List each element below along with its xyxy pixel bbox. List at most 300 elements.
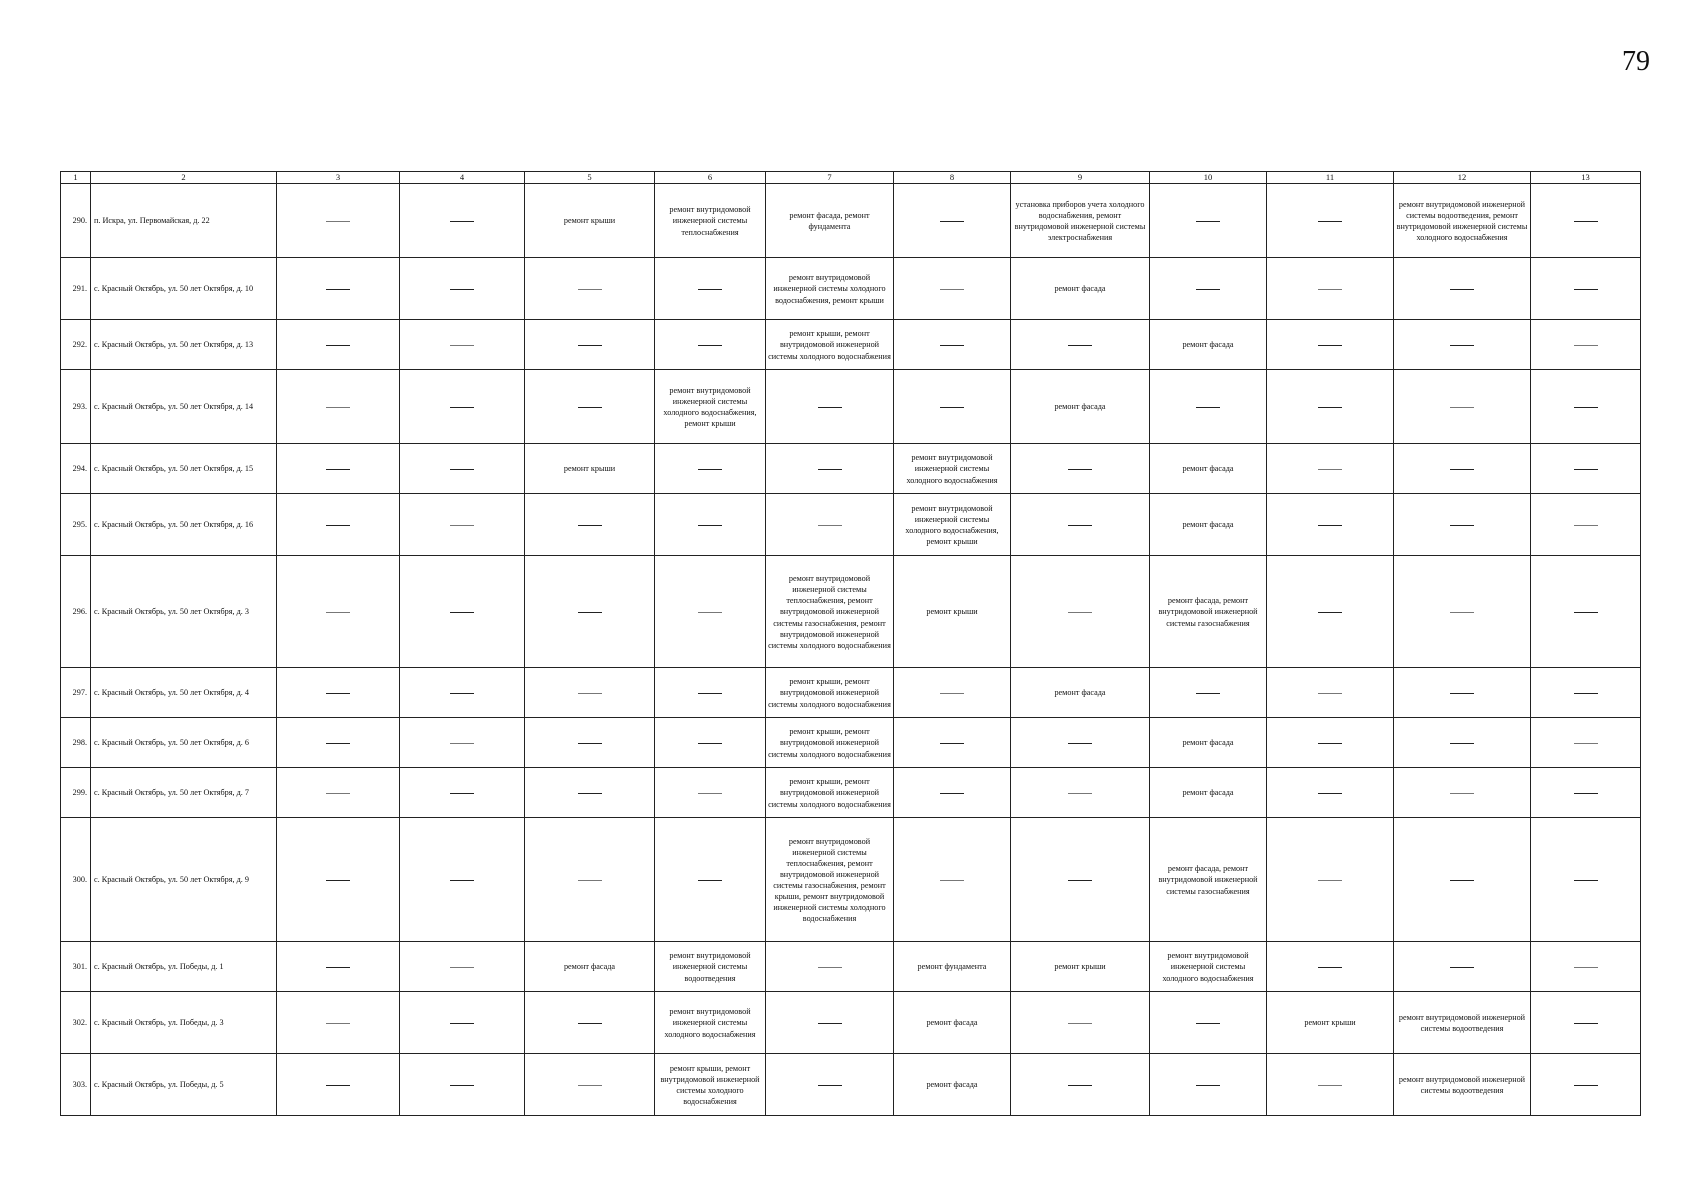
dash-mark [1068,612,1092,613]
column-number-header: 5 [525,172,655,184]
dash-mark [450,967,474,968]
work-type-cell: ремонт фундамента [894,942,1011,992]
dash-mark [1196,407,1220,408]
empty-cell [277,668,400,718]
empty-cell [1531,942,1641,992]
dash-mark [1450,289,1474,290]
empty-cell [1267,184,1394,258]
empty-cell [655,258,766,320]
dash-mark [1318,525,1342,526]
address-cell: с. Красный Октябрь, ул. 50 лет Октября, д. 15 [91,444,277,494]
empty-cell [1011,1054,1150,1116]
empty-cell [277,992,400,1054]
dash-mark [578,1023,602,1024]
empty-cell [525,668,655,718]
column-number-header: 13 [1531,172,1641,184]
dash-mark [326,345,350,346]
dash-mark [450,525,474,526]
dash-mark [940,345,964,346]
dash-mark [326,1085,350,1086]
dash-mark [1318,793,1342,794]
empty-cell [400,942,525,992]
row-number: 298. [61,718,91,768]
work-type-cell: установка приборов учета холодного водоснабжения, ремонт внутридомовой инженерной системы электроснабжения [1011,184,1150,258]
dash-mark [1574,289,1598,290]
dash-mark [1450,743,1474,744]
dash-mark [1574,221,1598,222]
dash-mark [578,793,602,794]
dash-mark [326,612,350,613]
dash-mark [1450,469,1474,470]
empty-cell [277,718,400,768]
dash-mark [698,289,722,290]
empty-cell [894,718,1011,768]
dash-mark [940,693,964,694]
empty-cell [655,320,766,370]
dash-mark [698,612,722,613]
dash-mark [326,289,350,290]
empty-cell [525,718,655,768]
empty-cell [655,668,766,718]
table-row [61,556,1641,668]
empty-cell [1267,370,1394,444]
empty-cell [1011,992,1150,1054]
dash-mark [1450,793,1474,794]
dash-mark [1318,693,1342,694]
empty-cell [1531,818,1641,942]
dash-mark [326,407,350,408]
dash-mark [818,1085,842,1086]
empty-cell [1394,494,1531,556]
address-cell: с. Красный Октябрь, ул. 50 лет Октября, д. 9 [91,818,277,942]
dash-mark [940,743,964,744]
row-number: 293. [61,370,91,444]
column-number-header: 10 [1150,172,1267,184]
empty-cell [1531,992,1641,1054]
column-number-header: 6 [655,172,766,184]
work-type-cell: ремонт крыши [525,184,655,258]
empty-cell [1394,320,1531,370]
empty-cell [766,1054,894,1116]
work-type-cell: ремонт крыши, ремонт внутридомовой инженерной системы холодного водоснабжения [766,768,894,818]
dash-mark [1574,407,1598,408]
empty-cell [1150,668,1267,718]
dash-mark [450,793,474,794]
empty-cell [1150,1054,1267,1116]
dash-mark [1068,1085,1092,1086]
work-type-cell: ремонт фасада [1150,718,1267,768]
dash-mark [1450,880,1474,881]
empty-cell [1267,768,1394,818]
empty-cell [1394,556,1531,668]
empty-cell [1011,320,1150,370]
dash-mark [326,793,350,794]
dash-mark [1196,1085,1220,1086]
dash-mark [578,693,602,694]
dash-mark [450,1023,474,1024]
empty-cell [655,718,766,768]
dash-mark [450,693,474,694]
table-row [61,258,1641,320]
empty-cell [525,320,655,370]
address-cell: с. Красный Октябрь, ул. 50 лет Октября, д. 13 [91,320,277,370]
dash-mark [1196,289,1220,290]
empty-cell [1011,718,1150,768]
empty-cell [1150,184,1267,258]
dash-mark [1318,407,1342,408]
empty-cell [655,494,766,556]
empty-cell [1011,768,1150,818]
empty-cell [894,668,1011,718]
dash-mark [1068,469,1092,470]
work-type-cell: ремонт крыши [1267,992,1394,1054]
work-type-cell: ремонт крыши, ремонт внутридомовой инженерной системы холодного водоснабжения [766,668,894,718]
work-type-cell: ремонт внутридомовой инженерной системы теплоснабжения [655,184,766,258]
dash-mark [1574,525,1598,526]
dash-mark [1318,612,1342,613]
work-type-cell: ремонт фасада, ремонт фундамента [766,184,894,258]
dash-mark [450,743,474,744]
dash-mark [450,880,474,881]
table-row [61,668,1641,718]
empty-cell [766,370,894,444]
table-row [61,768,1641,818]
column-number-header: 12 [1394,172,1531,184]
work-type-cell: ремонт фасада [1011,668,1150,718]
empty-cell [277,942,400,992]
dash-mark [698,880,722,881]
row-number: 291. [61,258,91,320]
column-number-header: 3 [277,172,400,184]
empty-cell [1011,444,1150,494]
empty-cell [277,444,400,494]
empty-cell [400,444,525,494]
address-cell: с. Красный Октябрь, ул. Победы, д. 5 [91,1054,277,1116]
dash-mark [1574,612,1598,613]
repair-schedule-table [60,171,1641,1116]
empty-cell [525,992,655,1054]
empty-cell [894,768,1011,818]
dash-mark [578,345,602,346]
empty-cell [766,992,894,1054]
empty-cell [1011,556,1150,668]
empty-cell [655,556,766,668]
empty-cell [400,494,525,556]
table-row [61,718,1641,768]
empty-cell [1531,320,1641,370]
empty-cell [525,370,655,444]
empty-cell [1267,320,1394,370]
dash-mark [940,880,964,881]
empty-cell [525,556,655,668]
address-cell: с. Красный Октябрь, ул. 50 лет Октября, д. 16 [91,494,277,556]
dash-mark [1068,1023,1092,1024]
work-type-cell: ремонт фасада [894,1054,1011,1116]
empty-cell [1011,494,1150,556]
empty-cell [277,556,400,668]
empty-cell [525,494,655,556]
work-type-cell: ремонт крыши [525,444,655,494]
dash-mark [698,743,722,744]
empty-cell [1394,668,1531,718]
dash-mark [1318,469,1342,470]
empty-cell [766,942,894,992]
column-number-header-row [61,172,1641,184]
empty-cell [1150,992,1267,1054]
row-number: 299. [61,768,91,818]
work-type-cell: ремонт внутридомовой инженерной системы водоотведения, ремонт внутридомовой инженерной системы холодного водоснабжения [1394,184,1531,258]
empty-cell [400,768,525,818]
empty-cell [1531,444,1641,494]
empty-cell [277,818,400,942]
dash-mark [818,407,842,408]
empty-cell [1267,556,1394,668]
dash-mark [1068,880,1092,881]
empty-cell [400,320,525,370]
empty-cell [1394,818,1531,942]
empty-cell [766,444,894,494]
dash-mark [698,345,722,346]
work-type-cell: ремонт внутридомовой инженерной системы холодного водоснабжения [655,992,766,1054]
dash-mark [1318,221,1342,222]
dash-mark [1318,289,1342,290]
empty-cell [1531,258,1641,320]
empty-cell [277,320,400,370]
address-cell: с. Красный Октябрь, ул. Победы, д. 3 [91,992,277,1054]
address-cell: с. Красный Октябрь, ул. 50 лет Октября, д. 14 [91,370,277,444]
empty-cell [1531,184,1641,258]
dash-mark [818,525,842,526]
dash-mark [578,407,602,408]
row-number: 294. [61,444,91,494]
column-number-header: 11 [1267,172,1394,184]
column-number-header: 9 [1011,172,1150,184]
dash-mark [818,469,842,470]
dash-mark [578,289,602,290]
dash-mark [1574,793,1598,794]
column-number-header: 2 [91,172,277,184]
table-row [61,184,1641,258]
empty-cell [1531,1054,1641,1116]
empty-cell [1267,494,1394,556]
address-cell: с. Красный Октябрь, ул. 50 лет Октября, д. 10 [91,258,277,320]
empty-cell [655,768,766,818]
dash-mark [578,525,602,526]
dash-mark [450,612,474,613]
dash-mark [326,469,350,470]
dash-mark [326,525,350,526]
work-type-cell: ремонт внутридомовой инженерной системы водоотведения [1394,1054,1531,1116]
dash-mark [578,880,602,881]
empty-cell [525,1054,655,1116]
address-cell: с. Красный Октябрь, ул. 50 лет Октября, д. 4 [91,668,277,718]
row-number: 296. [61,556,91,668]
empty-cell [1531,370,1641,444]
empty-cell [1267,668,1394,718]
dash-mark [450,1085,474,1086]
row-number: 301. [61,942,91,992]
work-type-cell: ремонт фасада, ремонт внутридомовой инженерной системы газоснабжения [1150,556,1267,668]
dash-mark [1450,345,1474,346]
dash-mark [1196,1023,1220,1024]
dash-mark [1574,967,1598,968]
dash-mark [698,469,722,470]
dash-mark [1068,743,1092,744]
empty-cell [525,768,655,818]
dash-mark [1450,967,1474,968]
empty-cell [277,370,400,444]
work-type-cell: ремонт внутридомовой инженерной системы холодного водоснабжения, ремонт крыши [894,494,1011,556]
dash-mark [1318,880,1342,881]
dash-mark [326,221,350,222]
dash-mark [326,743,350,744]
empty-cell [1394,370,1531,444]
table-row [61,992,1641,1054]
dash-mark [1450,612,1474,613]
dash-mark [1574,1085,1598,1086]
table-row [61,444,1641,494]
table-row [61,1054,1641,1116]
work-type-cell: ремонт фасада [1150,444,1267,494]
empty-cell [277,768,400,818]
empty-cell [1011,818,1150,942]
dash-mark [450,345,474,346]
empty-cell [1267,444,1394,494]
empty-cell [894,370,1011,444]
work-type-cell: ремонт фасада [1011,258,1150,320]
dash-mark [326,967,350,968]
dash-mark [1196,221,1220,222]
work-type-cell: ремонт внутридомовой инженерной системы холодного водоснабжения, ремонт крыши [655,370,766,444]
empty-cell [400,818,525,942]
empty-cell [894,258,1011,320]
work-type-cell: ремонт крыши [894,556,1011,668]
empty-cell [1267,1054,1394,1116]
empty-cell [400,992,525,1054]
dash-mark [1450,407,1474,408]
empty-cell [400,1054,525,1116]
empty-cell [1531,556,1641,668]
dash-mark [940,289,964,290]
empty-cell [766,494,894,556]
table-row [61,494,1641,556]
table-row [61,818,1641,942]
empty-cell [400,556,525,668]
dash-mark [1318,1085,1342,1086]
dash-mark [578,743,602,744]
empty-cell [1394,718,1531,768]
work-type-cell: ремонт крыши [1011,942,1150,992]
dash-mark [698,693,722,694]
work-type-cell: ремонт фасада [1011,370,1150,444]
empty-cell [400,258,525,320]
dash-mark [326,1023,350,1024]
empty-cell [655,444,766,494]
row-number: 297. [61,668,91,718]
work-type-cell: ремонт фасада [1150,494,1267,556]
dash-mark [1574,469,1598,470]
empty-cell [655,818,766,942]
empty-cell [400,718,525,768]
work-type-cell: ремонт крыши, ремонт внутридомовой инженерной системы холодного водоснабжения [766,718,894,768]
row-number: 302. [61,992,91,1054]
empty-cell [277,1054,400,1116]
work-type-cell: ремонт внутридомовой инженерной системы холодного водоснабжения [894,444,1011,494]
empty-cell [1531,768,1641,818]
empty-cell [525,818,655,942]
address-cell: с. Красный Октябрь, ул. 50 лет Октября, д. 6 [91,718,277,768]
empty-cell [525,258,655,320]
work-type-cell: ремонт внутридомовой инженерной системы теплоснабжения, ремонт внутридомовой инженерной системы газоснабжения, ремонт крыши, ремонт внутридомовой инженерной системы холодного водоснабжения [766,818,894,942]
dash-mark [940,407,964,408]
dash-mark [1068,793,1092,794]
empty-cell [1267,818,1394,942]
row-number: 295. [61,494,91,556]
work-type-cell: ремонт внутридомовой инженерной системы водоотведения [655,942,766,992]
work-type-cell: ремонт крыши, ремонт внутридомовой инженерной системы холодного водоснабжения [766,320,894,370]
column-number-header: 4 [400,172,525,184]
empty-cell [277,258,400,320]
empty-cell [400,668,525,718]
table-row [61,942,1641,992]
dash-mark [1318,743,1342,744]
empty-cell [1394,768,1531,818]
empty-cell [277,494,400,556]
dash-mark [818,967,842,968]
work-type-cell: ремонт крыши, ремонт внутридомовой инженерной системы холодного водоснабжения [655,1054,766,1116]
empty-cell [400,184,525,258]
dash-mark [1574,743,1598,744]
dash-mark [1318,967,1342,968]
empty-cell [1394,942,1531,992]
dash-mark [578,1085,602,1086]
dash-mark [450,469,474,470]
dash-mark [1450,693,1474,694]
dash-mark [1574,693,1598,694]
dash-mark [1574,1023,1598,1024]
row-number: 300. [61,818,91,942]
dash-mark [1450,525,1474,526]
dash-mark [1068,525,1092,526]
empty-cell [1394,258,1531,320]
dash-mark [450,407,474,408]
dash-mark [1196,693,1220,694]
work-type-cell: ремонт фасада [1150,320,1267,370]
dash-mark [940,793,964,794]
dash-mark [698,793,722,794]
address-cell: с. Красный Октябрь, ул. Победы, д. 1 [91,942,277,992]
dash-mark [326,693,350,694]
empty-cell [1267,942,1394,992]
dash-mark [1574,345,1598,346]
table-row [61,320,1641,370]
empty-cell [400,370,525,444]
empty-cell [1150,258,1267,320]
empty-cell [1531,494,1641,556]
address-cell: с. Красный Октябрь, ул. 50 лет Октября, д. 3 [91,556,277,668]
work-type-cell: ремонт фасада, ремонт внутридомовой инженерной системы газоснабжения [1150,818,1267,942]
work-type-cell: ремонт внутридомовой инженерной системы теплоснабжения, ремонт внутридомовой инженерной системы газоснабжения, ремонт внутридомовой инженерной системы холодного водоснабжения [766,556,894,668]
empty-cell [894,184,1011,258]
row-number: 292. [61,320,91,370]
dash-mark [1068,345,1092,346]
page-number: 79 [1622,46,1650,77]
column-number-header: 8 [894,172,1011,184]
work-type-cell: ремонт фасада [1150,768,1267,818]
row-number: 290. [61,184,91,258]
table-row [61,370,1641,444]
empty-cell [894,818,1011,942]
